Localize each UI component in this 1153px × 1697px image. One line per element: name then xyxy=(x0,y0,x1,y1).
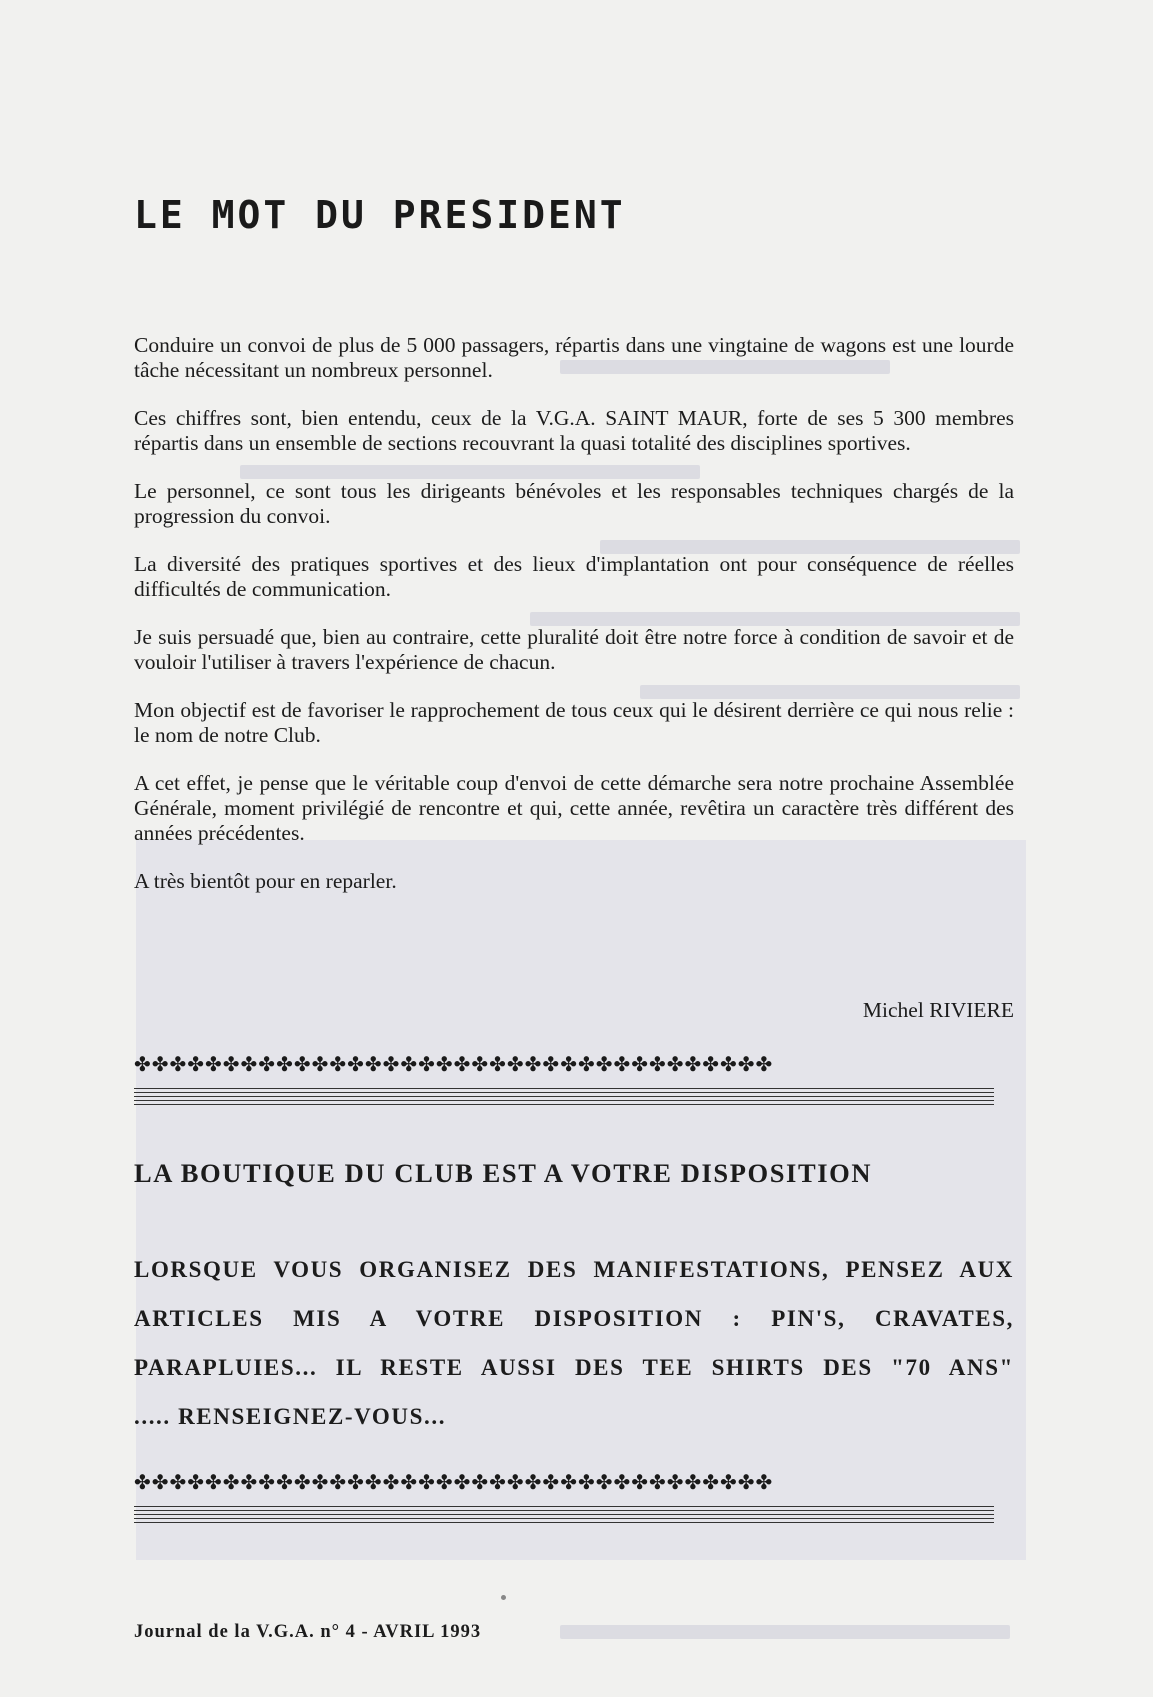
letter-paragraph: A cet effet, je pense que le véritable coup d'envoi de cette démarche sera notre prochaine Assemblée Générale, moment privilégié de rencontre et qui, cette année, revêtira un caractère très différent des années précédentes. xyxy=(134,771,1014,845)
letter-paragraph: Mon objectif est de favoriser le rapprochement de tous ceux qui le désirent derrière ce qui nous relie : le nom de notre Club. xyxy=(134,698,1014,747)
journal-footer: Journal de la V.G.A. n° 4 - AVRIL 1993 xyxy=(134,1622,482,1642)
show-through-shading xyxy=(136,840,1026,1560)
clover-ornament-row: ✤✤✤✤✤✤✤✤✤✤✤✤✤✤✤✤✤✤✤✤✤✤✤✤✤✤✤✤✤✤✤✤✤✤✤✤ xyxy=(134,1470,774,1494)
letter-paragraph: A très bientôt pour en reparler. xyxy=(134,869,397,893)
clover-ornament-row: ✤✤✤✤✤✤✤✤✤✤✤✤✤✤✤✤✤✤✤✤✤✤✤✤✤✤✤✤✤✤✤✤✤✤✤✤ xyxy=(134,1052,774,1076)
letter-paragraph: Conduire un convoi de plus de 5 000 passagers, répartis dans une vingtaine de wagons est une lourde tâche nécessitant un nombreux personnel. xyxy=(134,333,1014,382)
letter-paragraph: Je suis persuadé que, bien au contraire, cette pluralité doit être notre force à condition de savoir et de vouloir l'utiliser à travers l'expérience de chacun. xyxy=(134,625,1014,674)
show-through-line xyxy=(560,1625,1010,1639)
print-speck xyxy=(501,1595,506,1600)
shop-line: PARAPLUIES... IL RESTE AUSSI DES TEE SHIRTS DES "70 ANS" xyxy=(134,1355,1014,1380)
president-letter xyxy=(134,333,1014,917)
shop-announcement xyxy=(134,1256,1014,1452)
divider-rules xyxy=(134,1088,994,1108)
letter-paragraph: Ces chiffres sont, bien entendu, ceux de la V.G.A. SAINT MAUR, forte de ses 5 300 membres répartis dans un ensemble de sections recouvrant la quasi totalité des disciplines sportives. xyxy=(134,406,1014,455)
letter-paragraph: Le personnel, ce sont tous les dirigeants bénévoles et les responsables techniques chargés de la progression du convoi. xyxy=(134,479,1014,528)
shop-line: ..... RENSEIGNEZ-VOUS... xyxy=(134,1404,447,1429)
signature: Michel RIVIERE xyxy=(862,998,1014,1022)
shop-line: ARTICLES MIS A VOTRE DISPOSITION : PIN'S, CRAVATES, xyxy=(134,1306,1014,1331)
divider-rules xyxy=(134,1506,994,1526)
page-title: LE MOT DU PRESIDENT xyxy=(134,193,626,238)
letter-paragraph: La diversité des pratiques sportives et des lieux d'implantation ont pour conséquence de réelles difficultés de communication. xyxy=(134,552,1014,601)
shop-heading: LA BOUTIQUE DU CLUB EST A VOTRE DISPOSITION xyxy=(134,1158,873,1188)
shop-line: LORSQUE VOUS ORGANISEZ DES MANIFESTATIONS, PENSEZ AUX xyxy=(134,1257,1014,1282)
